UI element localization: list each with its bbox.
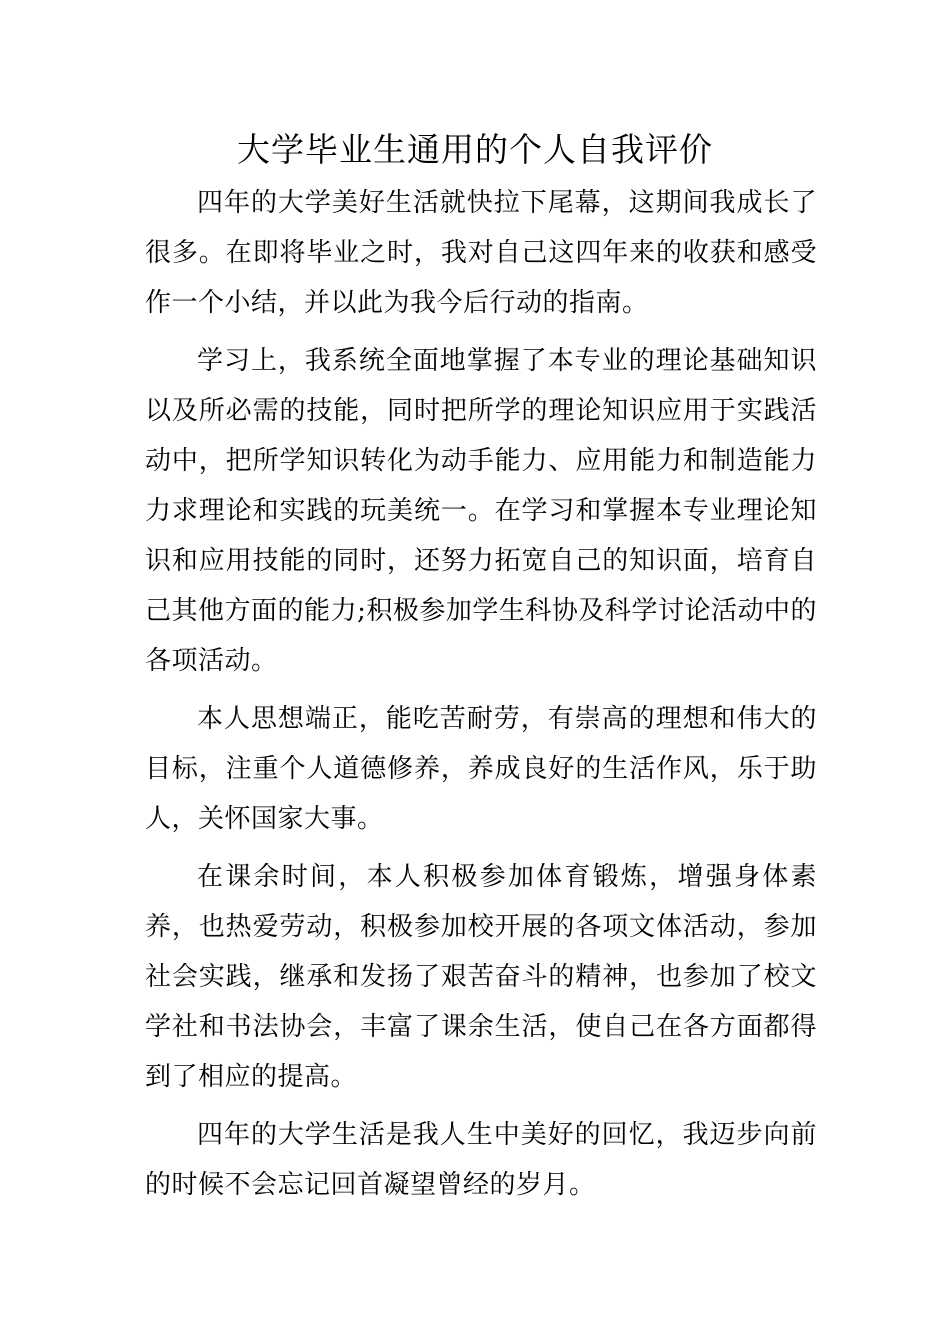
document-body [145, 178, 817, 1218]
paragraph-3: 本人思想端正，能吃苦耐劳，有崇高的理想和伟大的目标，注重个人道德修养，养成良好的生活作风，乐于助人，关怀国家大事。 [145, 704, 817, 834]
paragraph-4: 在课余时间，本人积极参加体育锻炼，增强身体素养，也热爱劳动，积极参加校开展的各项文体活动，参加社会实践，继承和发扬了艰苦奋斗的精神，也参加了校文学社和书法协会，丰富了课余生活，使自己在各方面都得到了相应的提高。 [145, 862, 817, 1092]
paragraph-2: 学习上，我系统全面地掌握了本专业的理论基础知识以及所必需的技能，同时把所学的理论知识应用于实践活动中，把所学知识转化为动手能力、应用能力和制造能力力求理论和实践的玩美统一。在学习和掌握本专业理论知识和应用技能的同时，还努力拓宽自己的知识面，培育自己其他方面的能力;积极参加学生科协及科学讨论活动中的各项活动。 [145, 346, 817, 676]
paragraph-1: 四年的大学美好生活就快拉下尾幕，这期间我成长了很多。在即将毕业之时，我对自己这四年来的收获和感受作一个小结，并以此为我今后行动的指南。 [145, 188, 817, 318]
document-title: 大学毕业生通用的个人自我评价 [237, 130, 713, 169]
paragraph-5: 四年的大学生活是我人生中美好的回忆，我迈步向前的时候不会忘记回首凝望曾经的岁月。 [145, 1120, 817, 1200]
